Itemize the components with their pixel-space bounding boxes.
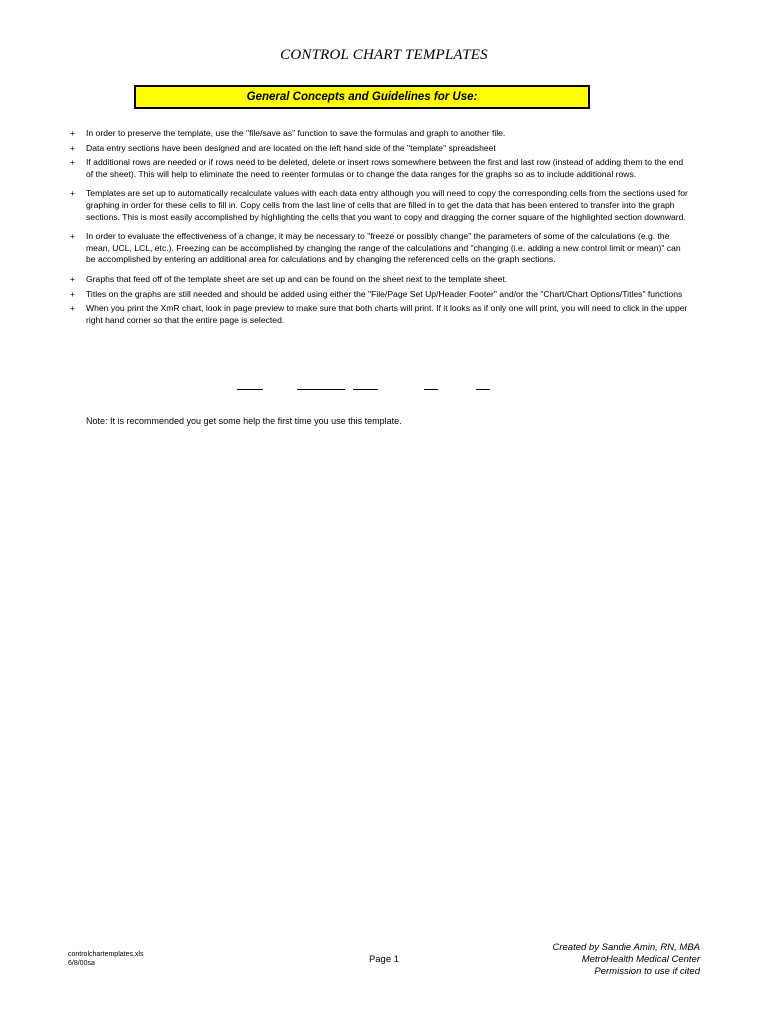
plus-bullet-icon: + xyxy=(70,288,76,299)
list-item xyxy=(70,289,690,301)
blank-underline xyxy=(424,389,438,390)
blank-underline xyxy=(353,389,378,390)
list-item-text: Titles on the graphs are still needed and should be added using either the "File/Page Set Up/Header Footer" and/or the "Chart/Chart Options/Titles" functions xyxy=(86,288,683,299)
blank-underline xyxy=(237,389,263,390)
list-item-text: Data entry sections have been designed and are located on the left hand side of the "template" spreadsheet xyxy=(86,142,496,153)
guidelines-list xyxy=(70,128,690,329)
plus-bullet-icon: + xyxy=(70,128,76,138)
plus-bullet-icon: + xyxy=(70,142,76,153)
list-item-text: When you print the XmR chart, look in page preview to make sure that both charts will print. If it looks as if only one will print, you will need to click in the upper right hand corner so that the entire page is selected. xyxy=(86,303,688,325)
list-item xyxy=(70,303,690,326)
recommendation-note: Note: It is recommended you get some help the first time you use this template. xyxy=(86,416,402,426)
list-item-text: Templates are set up to automatically recalculate values with each data entry although you will need to copy the corresponding cells from the sections used for graphing in order for these cells to fill in. Copy cells from the last line of cells that are filled in to get the data that has been entered to transfer into the graph sections. This is most easily accomplished by highlighting the cells that you want to copy and dragging the corner square of the highlighted section downward. xyxy=(86,188,688,222)
credit-author: Created by Sandie Amin, RN, MBA xyxy=(552,942,700,953)
list-item xyxy=(70,143,690,155)
plus-bullet-icon: + xyxy=(70,188,76,199)
list-item-text: If additional rows are needed or if rows need to be deleted, delete or insert rows somewhere between the first and last row (instead of adding them to the end of the sheet). This will help to eliminate the need to reenter formulas or to change the data ranges for the graphs so as to include additional rows. xyxy=(86,157,684,179)
list-item-text: In order to evaluate the effectiveness of a change, it may be necessary to "freeze or possibly change" the parameters of some of the calculations (e.g. the mean, UCL, LCL, etc.). Freezing can be accomplished by changing the range of the calculations and "changing (i.e. adding a new control limit or mean)" can be accomplished by entering an additional area for calculations and by changing the referenced cells on the graph sections. xyxy=(86,231,681,265)
blank-underline xyxy=(476,389,490,390)
list-item xyxy=(70,157,690,180)
page-number: Page 1 xyxy=(368,954,400,965)
blank-underline xyxy=(297,389,345,390)
footer-filename: controlchartemplates.xls xyxy=(68,951,144,958)
footer-date: 6/8/00sa xyxy=(68,960,95,967)
list-item xyxy=(70,274,690,286)
plus-bullet-icon: + xyxy=(70,231,76,242)
list-item xyxy=(70,188,690,223)
list-item xyxy=(70,231,690,266)
credit-permission: Permission to use if cited xyxy=(594,966,700,977)
list-item-text: In order to preserve the template, use the "file/save as" function to save the formulas and graph to another file. xyxy=(86,128,506,138)
credit-organization: MetroHealth Medical Center xyxy=(581,954,700,965)
plus-bullet-icon: + xyxy=(70,303,76,314)
blank-underlines xyxy=(0,383,768,393)
plus-bullet-icon: + xyxy=(70,157,76,168)
list-item-text: Graphs that feed off of the template sheet are set up and can be found on the sheet next to the template sheet. xyxy=(86,273,508,284)
document-title: CONTROL CHART TEMPLATES xyxy=(280,47,488,63)
plus-bullet-icon: + xyxy=(70,273,76,284)
list-item xyxy=(70,128,690,140)
guidelines-banner: General Concepts and Guidelines for Use: xyxy=(134,85,590,109)
footer-credits xyxy=(553,942,701,978)
